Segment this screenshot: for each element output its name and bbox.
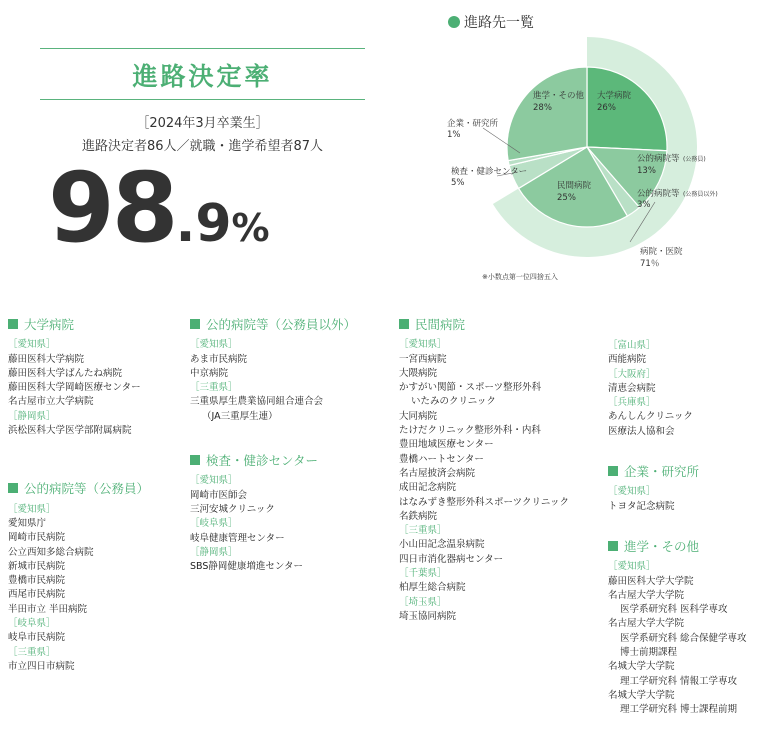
label-shingaku: 進学・その他 — [533, 91, 585, 101]
prefecture-label: ［大阪府］ — [608, 368, 656, 380]
prefecture-label: ［兵庫県］ — [608, 397, 656, 409]
list-item: SBS静岡健康増進センター — [190, 561, 304, 573]
list-item: 藤田医科大学ばんたね病院 — [8, 367, 123, 379]
prefecture-label: ［愛知県］ — [608, 561, 656, 573]
list-item: 岡崎市民病院 — [8, 532, 66, 544]
prefecture-label: ［愛知県］ — [608, 486, 656, 498]
graduation-year: ［2024年3月卒業生］ — [136, 116, 269, 131]
list-item: 理工学研究科 情報工学専攻 — [620, 675, 738, 687]
list-item: トヨタ記念病院 — [608, 500, 675, 512]
label-kigyo: 企業・研究所 — [447, 119, 499, 129]
list-item: 博士前期課程 — [620, 647, 678, 659]
list-item: 医学系研究科 医科学専攻 — [620, 604, 728, 616]
list-item: 豊橋ハートセンター — [399, 453, 484, 465]
list-item: 大隈病院 — [399, 367, 438, 379]
list-item: 半田市立 半田病院 — [8, 603, 88, 615]
list-item: 市立四日市病院 — [8, 660, 75, 672]
section-kigyo — [608, 465, 747, 514]
list-item: 小山田記念温泉病院 — [399, 539, 485, 551]
list-item: 四日市消化器病センター — [399, 553, 504, 565]
rate-value — [48, 152, 270, 264]
list-item: 豊橋市民病院 — [8, 575, 66, 587]
rate-breakdown: 進路決定者86人／就職・進学希望者87人 — [81, 139, 324, 154]
square-icon — [608, 541, 618, 551]
prefecture-label: ［愛知県］ — [8, 339, 56, 351]
list-item: 医療法人協和会 — [608, 425, 675, 437]
label-kenshin: 検査・健診センター — [451, 167, 528, 177]
value-shingaku: 28% — [533, 103, 552, 113]
square-icon — [608, 466, 618, 476]
column-1 — [8, 318, 149, 690]
column-2 — [190, 318, 356, 590]
value-kenshin: 5% — [451, 178, 465, 188]
list-item: 藤田医科大学病院 — [8, 353, 85, 365]
list-item: 西尾市民病院 — [8, 589, 66, 601]
list-item: 名城大学大学院 — [608, 689, 675, 701]
pie-note: ※小数点第一位四捨五入 — [482, 273, 558, 281]
section-title: 公的病院等（公務員） — [8, 482, 149, 496]
divider — [40, 99, 365, 100]
label-minkan: 民間病院 — [557, 181, 592, 191]
value-outer: 71％ — [640, 259, 660, 269]
rate-block — [40, 48, 365, 154]
section-title: 大学病院 — [8, 318, 149, 332]
list-item: あんしんクリニック — [608, 411, 693, 423]
pie-slice — [507, 67, 587, 161]
list-item: 新城市民病院 — [8, 560, 66, 572]
list-item: 岐阜市民病院 — [8, 632, 66, 644]
prefecture-label: ［三重県］ — [190, 382, 238, 394]
prefecture-label: ［三重県］ — [8, 646, 56, 658]
value-koumu: 13% — [637, 166, 656, 176]
value-daigaku: 26% — [597, 103, 616, 113]
prefecture-label: ［埼玉県］ — [399, 596, 447, 608]
pie-chart — [430, 30, 718, 272]
rate-percent: % — [231, 206, 270, 250]
list-item: 三重県厚生農業協同組合連合会 — [190, 396, 324, 408]
list-item: 埼玉協同病院 — [399, 610, 457, 622]
list-item: 愛知県庁 — [8, 517, 47, 529]
list-item: 公立西知多総合病院 — [8, 546, 94, 558]
square-icon — [399, 319, 409, 329]
prefecture-label: ［愛知県］ — [399, 339, 447, 351]
prefecture-label: ［岐阜県］ — [190, 518, 238, 530]
list-item: 藤田医科大学大学院 — [608, 575, 694, 587]
prefecture-label: ［三重県］ — [399, 525, 447, 537]
section-minkan-cont — [608, 339, 747, 439]
prefecture-label: ［千葉県］ — [399, 568, 447, 580]
list-item: 名古屋披済会病院 — [399, 467, 476, 479]
label-outer: 病院・医院 — [640, 247, 683, 257]
list-item: 柏厚生総合病院 — [399, 582, 466, 594]
rate-title: 進路決定率 — [132, 62, 273, 91]
section-title: 進学・その他 — [608, 540, 747, 554]
value-koteki: 3% — [637, 200, 651, 210]
square-icon — [8, 319, 18, 329]
square-icon — [8, 483, 18, 493]
list-item: 三河安城クリニック — [190, 503, 275, 515]
square-icon — [190, 455, 200, 465]
label-koteki: 公的病院等 — [637, 189, 680, 199]
list-item: 名城大学大学院 — [608, 661, 675, 673]
square-icon — [190, 319, 200, 329]
prefecture-label: ［富山県］ — [608, 340, 656, 351]
list-item: 清恵会病院 — [608, 382, 656, 394]
list-item: 大同病院 — [399, 410, 438, 422]
section-title: 民間病院 — [399, 318, 569, 332]
list-item: いたみのクリニック — [411, 396, 496, 408]
list-item: あま市民病院 — [190, 353, 248, 365]
prefecture-label: ［愛知県］ — [190, 339, 238, 351]
prefecture-label: ［静岡県］ — [8, 410, 56, 422]
list-item: 浜松医科大学医学部附属病院 — [8, 425, 132, 437]
section-title: 企業・研究所 — [608, 465, 747, 479]
list-item: 岐阜健康管理センター — [190, 532, 285, 544]
prefecture-label: ［愛知県］ — [190, 475, 238, 487]
list-item: 西能病院 — [608, 354, 647, 366]
list-item: 理工学研究科 博士課程前期 — [620, 704, 738, 716]
section-koumu — [8, 482, 149, 674]
list-item: かすがい関節・スポーツ整形外科 — [399, 382, 542, 394]
bullet-icon — [448, 16, 460, 28]
column-4 — [608, 339, 747, 734]
list-item: 名古屋大学大学院 — [608, 618, 685, 630]
label-koteki-sub: (公務員以外) — [683, 191, 718, 198]
prefecture-label: ［愛知県］ — [8, 503, 56, 515]
list-item: 医学系研究科 総合保健学専攻 — [620, 632, 747, 644]
list-item: 豊田地域医療センター — [399, 439, 494, 451]
list-item: たけだクリニック整形外科・内科 — [399, 425, 541, 437]
list-item: 成田記念病院 — [399, 482, 457, 494]
value-minkan: 25% — [557, 193, 576, 203]
list-item: 名古屋市立大学病院 — [8, 396, 94, 408]
value-kigyo: 1% — [447, 130, 461, 140]
section-title: 公的病院等（公務員以外） — [190, 318, 356, 332]
section-minkan — [399, 318, 569, 624]
section-shingaku — [608, 540, 747, 718]
rate-integer: 98 — [48, 152, 176, 264]
list-item: 名鉄病院 — [399, 510, 438, 522]
list-item: 一宮西病院 — [399, 353, 447, 365]
pie-title — [448, 12, 534, 32]
list-item: 中京病院 — [190, 367, 229, 379]
list-item: 岡崎市医師会 — [190, 489, 248, 501]
rate-decimal: .9 — [175, 194, 232, 254]
label-koumu-sub: (公務員) — [683, 156, 706, 163]
list-item: はなみずき整形外科スポーツクリニック — [399, 496, 569, 508]
list-item: 藤田医科大学岡崎医療センター — [8, 382, 141, 394]
label-daigaku: 大学病院 — [597, 91, 632, 101]
section-kenshin — [190, 454, 356, 574]
prefecture-label: ［岐阜県］ — [8, 618, 56, 630]
label-koumu: 公的病院等 — [637, 154, 680, 164]
section-koteki — [190, 318, 356, 424]
list-item: 名古屋大学大学院 — [608, 589, 685, 601]
prefecture-label: ［静岡県］ — [190, 546, 238, 558]
list-item: （JA三重厚生連） — [202, 410, 278, 422]
section-daigaku — [8, 318, 149, 438]
column-3 — [399, 318, 569, 640]
section-title: 検査・健診センター — [190, 454, 356, 468]
pie-title-text: 進路先一覧 — [464, 15, 534, 31]
